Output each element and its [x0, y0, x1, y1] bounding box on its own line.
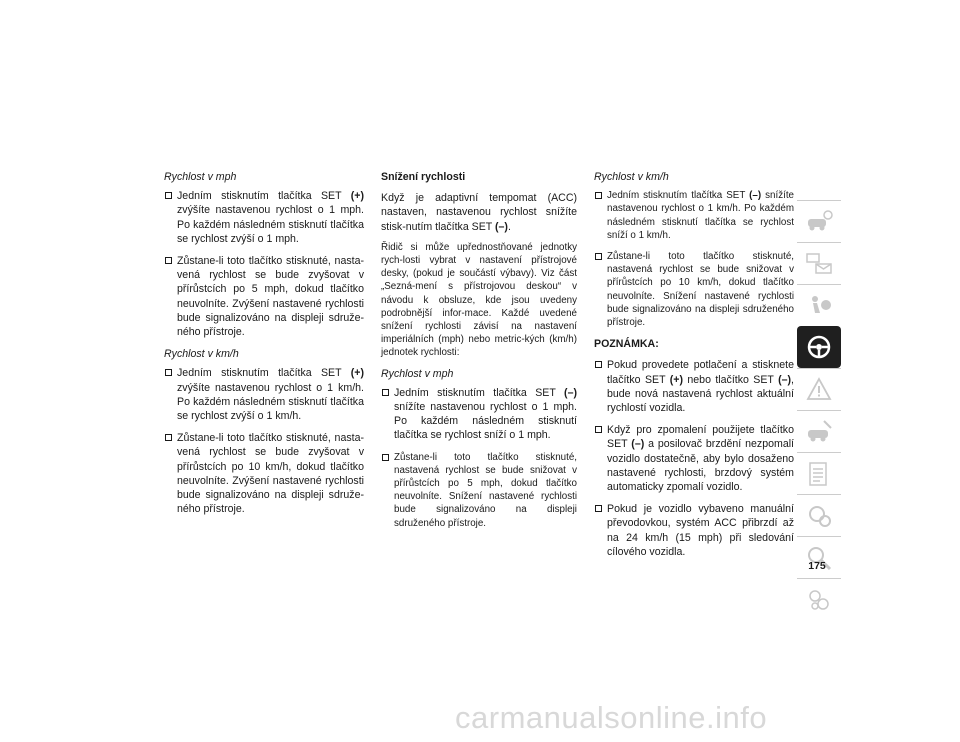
column-left — [164, 170, 364, 524]
car-mail-icon — [804, 249, 834, 279]
list-item: Jedním stisknutím tlačítka SET (+) zvýšíte nastavenou rychlost o 1 mph. Po každém následném stisknutí tlačítka se rychlost zvýší o 1 mph. — [164, 189, 364, 246]
airbag-icon — [804, 291, 834, 321]
bullet-square-icon — [595, 192, 602, 199]
tab-car-mail[interactable] — [797, 242, 841, 284]
list-item: Zůstane-li toto tlačítko stisknuté, nastavená rychlost se bude snižovat v přírůstcích po 5 mph, dokud tlačítko neuvolníte. Snížení nastavené rychlosti bude signalizováno na displeji sdruženého přístroje. — [381, 451, 577, 530]
list-item: Zůstane-li toto tlačítko stisknuté, nasta-vená rychlost se bude zvyšovat v přírůstcích po 5 mph, dokud tlačítko neuvolníte. Zvýšení nastavené rychlosti bude signalizováno na displeji sdruže-ného přístroje. — [164, 254, 364, 339]
column-right — [594, 170, 794, 567]
list-item: Zůstane-li toto tlačítko stisknuté, nastavená rychlost se bude snižovat v přírůstcích po 10 km/h, dokud tlačítko neuvolníte. Snížení nastavené rychlosti bude signalizováno na displeji sdruženého přístroje. — [594, 250, 794, 329]
tab-car-info[interactable] — [797, 200, 841, 242]
list-item: Zůstane-li toto tlačítko stisknuté, nasta-vená rychlost se bude zvyšovat v přírůstcích po 10 km/h, dokud tlačítko neuvolníte. Zvýšení nastavené rychlosti bude signalizováno na displeji sdruže-ného přístroje. — [164, 431, 364, 516]
bullet-square-icon — [382, 389, 389, 396]
tab-repair[interactable] — [797, 410, 841, 452]
tab-steering-active[interactable] — [797, 326, 841, 368]
column-middle — [381, 170, 577, 538]
list-item: Jedním stisknutím tlačítka SET (–) snížíte nastavenou rychlost o 1 mph. Po každém následném stisknutí tlačítka se rychlost sníží o 1 mph. — [381, 386, 577, 443]
bullet-square-icon — [165, 257, 172, 264]
warning-car-icon — [804, 375, 834, 405]
section-heading-kmh: Rychlost v km/h — [164, 348, 239, 361]
tab-languages[interactable] — [797, 578, 841, 620]
bullet-square-icon — [595, 426, 602, 433]
note-heading: POZNÁMKA: — [594, 338, 659, 351]
list-item: Jedním stisknutím tlačítka SET (–) snížíte nastavenou rychlost o 1 km/h. Po každém následném stisknutí tlačítka se rychlost sníží o 1 km/h. — [594, 189, 794, 242]
bullet-square-icon — [595, 253, 602, 260]
list-item: Pokud je vozidlo vybaveno manuální převodovkou, systém ACC přibrzdí až na 24 km/h (15 mph) při sledování cílového vozidla. — [594, 502, 794, 559]
list-item: Pokud provedete potlačení a stisknete tlačítko SET (+) nebo tlačítko SET (–), bude nová nastavená rychlost aktuální rychlostí vozidla. — [594, 358, 794, 415]
tab-airbag[interactable] — [797, 284, 841, 326]
section-heading-speed-decrease: Snížení rychlosti — [381, 171, 466, 183]
list-item: Když pro zpomalení použijete tlačítko SET (–) a posilovač brzdění nezpomalí vozidlo dostatečně, aby bylo dosaženo nastavené rychlosti, brzdový systém automaticky zpomalí vozidlo. — [594, 423, 794, 494]
bullet-square-icon — [595, 505, 602, 512]
paragraph-units: Řidič si může upřednostňované jednotky rych-losti vybrat v nastavení přístrojové desky, (pokud je součástí výbavy). Viz část „Sezná-mení s přístrojovou deskou“ v návodu k obsluze, kde jsou uvedeny podrobnější infor-mace. Každé uvedené snížení rychlosti závisí na nastavení imperiálních (mph) nebo metric-kých (km/h) jednotek rychlosti: — [381, 241, 577, 359]
section-heading-mph: Rychlost v mph — [164, 171, 237, 183]
bullet-square-icon — [595, 361, 602, 368]
bullet-square-icon — [382, 454, 389, 461]
maintenance-list-icon — [804, 459, 834, 489]
languages-icon — [804, 585, 834, 615]
bullet-square-icon — [165, 192, 172, 199]
tab-specifications[interactable] — [797, 494, 841, 536]
section-heading-mph: Rychlost v mph — [381, 367, 454, 380]
tab-warning[interactable] — [797, 368, 841, 410]
page-number: 175 — [808, 560, 826, 572]
section-heading-kmh: Rychlost v km/h — [594, 171, 669, 183]
car-info-icon — [804, 207, 834, 237]
specifications-icon — [804, 501, 834, 531]
chapter-tabs — [797, 200, 841, 620]
bullet-square-icon — [165, 434, 172, 441]
car-repair-icon — [804, 417, 834, 447]
watermark: carmanualsonline.info — [455, 700, 768, 735]
tab-maintenance[interactable] — [797, 452, 841, 494]
paragraph-intro: Když je adaptivní tempomat (ACC) nastaven, nastavenou rychlost snížíte stisk-nutím tlačítka SET (–). — [381, 192, 577, 233]
list-item: Jedním stisknutím tlačítka SET (+) zvýšíte nastavenou rychlost o 1 km/h. Po každém následném stisknutí tlačítka se rychlost zvýší o 1 km/h. — [164, 366, 364, 423]
bullet-square-icon — [165, 369, 172, 376]
steering-wheel-icon — [804, 332, 834, 362]
